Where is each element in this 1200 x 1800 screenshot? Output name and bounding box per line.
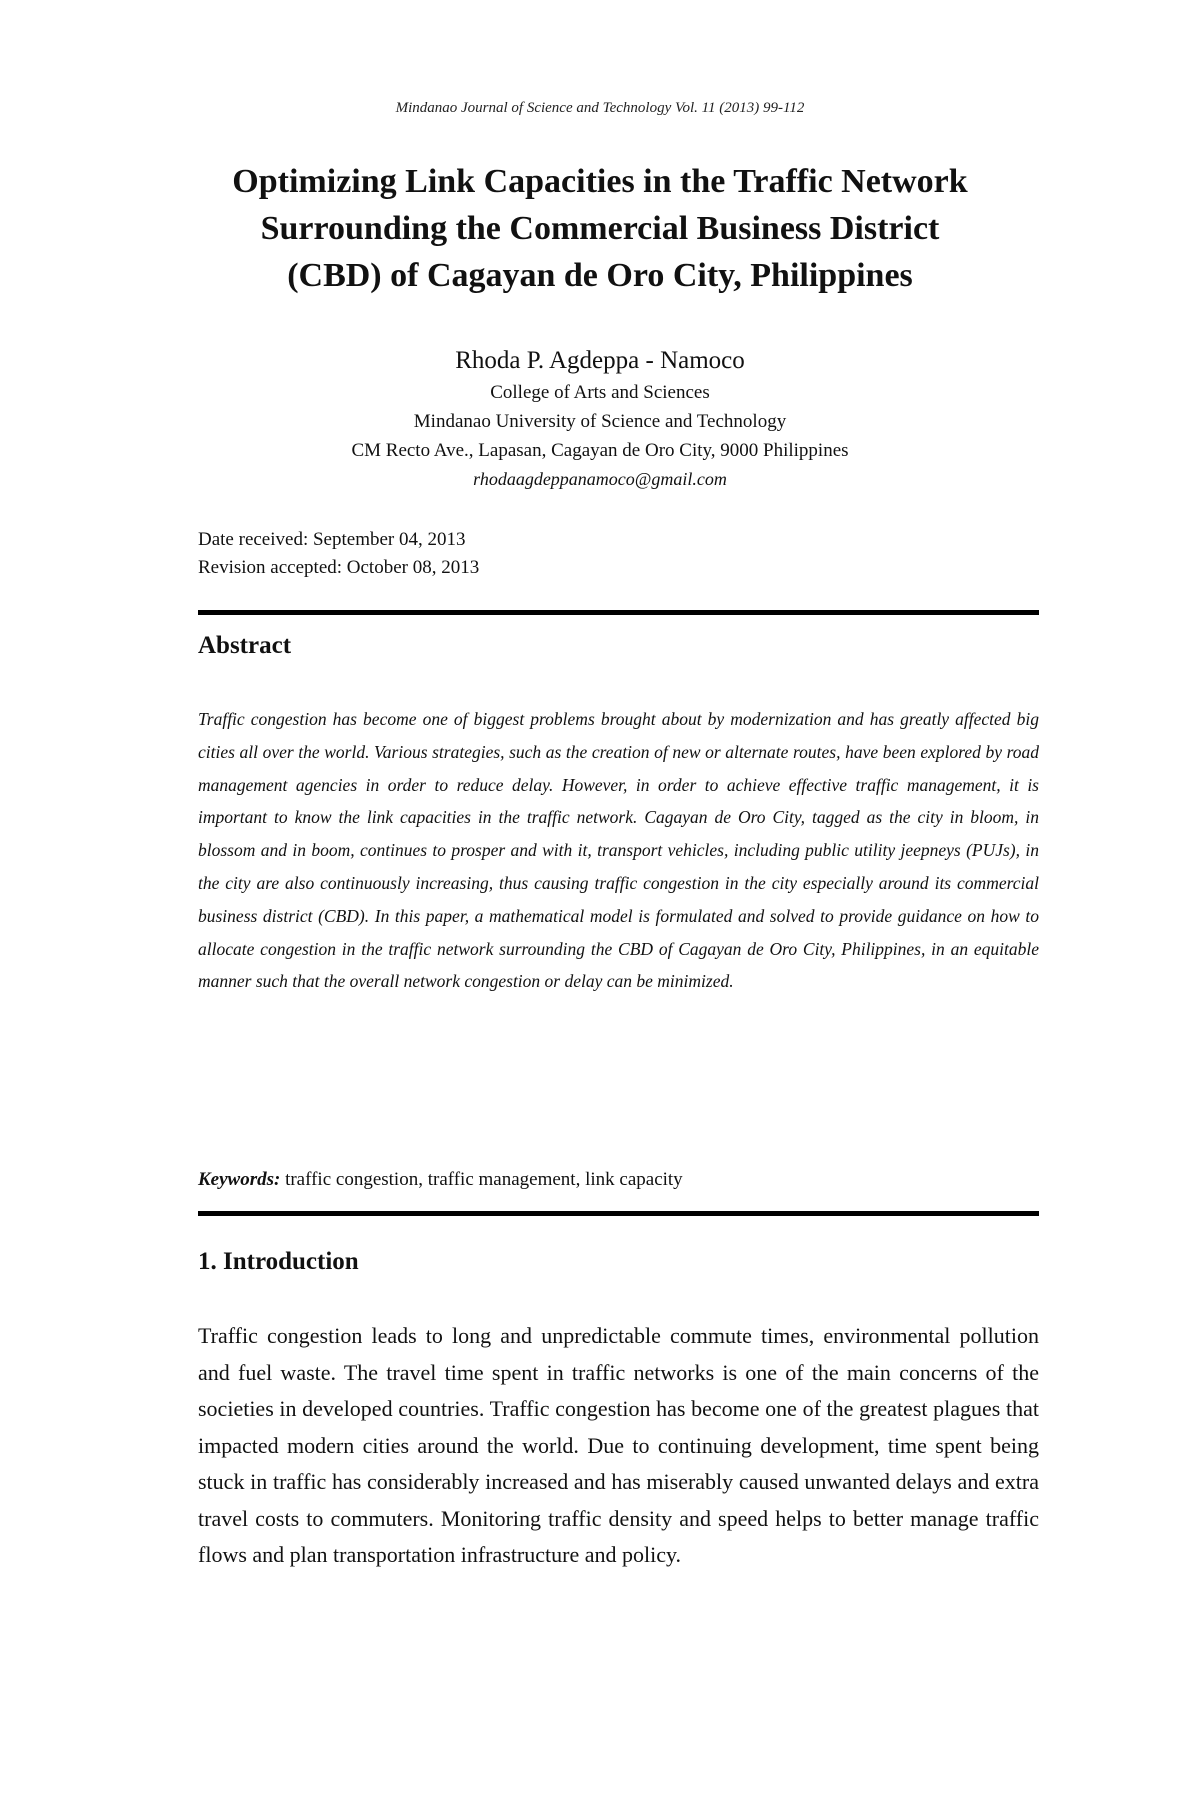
introduction-text: Traffic congestion leads to long and unpredictable commute times, environmental pollution and fuel waste. The travel time spent in traffic networks is one of the main concerns of the societies in developed countries. Traffic congestion has become one of the greatest plagues that impacted modern cities around the world. Due to continuing development, time spent being stuck in traffic has considerably increased and has miserably caused unwanted delays and extra travel costs to commuters. Monitoring traffic density and speed helps to better manage traffic flows and plan transportation infrastructure and policy. (198, 1323, 1039, 1567)
abstract-text: Traffic congestion has become one of biggest problems brought about by modernization and has greatly affected big cities all over the world. Various strategies, such as the creation of new or alternate routes, have been explored by road management agencies in order to reduce delay. However, in order to achieve effective traffic management, it is important to know the link capacities in the traffic network. Cagayan de Oro City, tagged as the city in bloom, in blossom and in boom, continues to prosper and with it, transport vehicles, including public utility jeepneys (PUJs), in the city are also continuously increasing, thus causing traffic congestion in the city especially around its commercial business district (CBD). In this paper, a mathematical model is formulated and solved to provide guidance on how to allocate congestion in the traffic network surrounding the CBD of Cagayan de Oro City, Philippines, in an equitable manner such that the overall network congestion or delay can be minimized. (198, 709, 1039, 992)
paper-title (150, 158, 1050, 299)
abstract-heading: Abstract (198, 632, 292, 659)
top-divider (198, 610, 1039, 615)
dates-block (198, 526, 479, 582)
title-line: Optimizing Link Capacities in the Traffic Network (232, 163, 968, 200)
keywords-line (198, 1166, 1039, 1194)
author-name: Rhoda P. Agdeppa - Namoco (455, 347, 745, 374)
keywords-list: traffic congestion, traffic management, link capacity (285, 1169, 683, 1190)
running-head: Mindanao Journal of Science and Technology Vol. 11 (2013) 99-112 (395, 100, 805, 116)
affiliation-line: College of Arts and Sciences (490, 382, 710, 403)
bottom-divider (198, 1211, 1039, 1216)
author-email: rhodaagdeppanamoco@gmail.com (473, 469, 727, 489)
title-line: Surrounding the Commercial Business District (260, 210, 940, 247)
introduction-heading: 1. Introduction (198, 1248, 359, 1275)
affiliation-line: Mindanao University of Science and Technology (413, 411, 787, 432)
affiliation-line: CM Recto Ave., Lapasan, Cagayan de Oro City, 9000 Philippines (351, 440, 849, 461)
title-line: (CBD) of Cagayan de Oro City, Philippines (287, 257, 913, 294)
author-block (0, 344, 1200, 493)
date-received: Date received: September 04, 2013 (198, 529, 466, 550)
revision-accepted: Revision accepted: October 08, 2013 (198, 557, 480, 578)
keywords-label: Keywords: (198, 1169, 281, 1190)
